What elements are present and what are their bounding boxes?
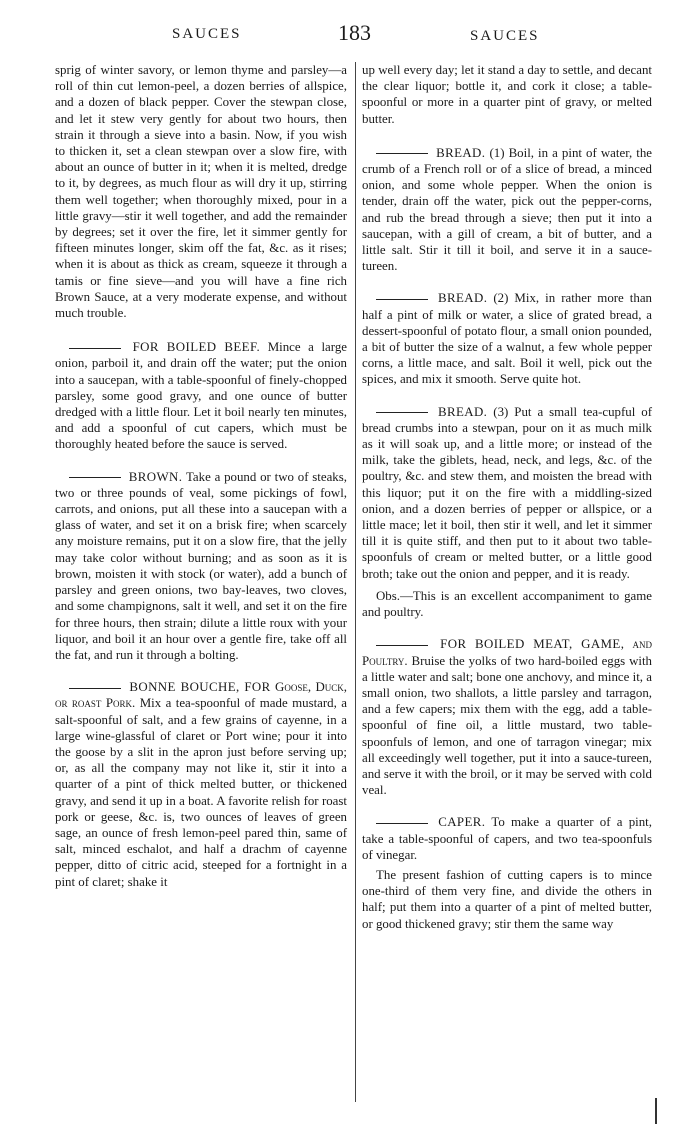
recipe-caper-continued: The present fashion of cutting capers is to mince one-third of them very fine, and divide the others in half; put them into a quarter of a pint of melted butter, or good thickened gravy; stir them the same way	[362, 867, 652, 931]
recipe-heading: BONNE BOUCHE, FOR	[129, 680, 271, 695]
em-rule	[69, 688, 121, 689]
margin-mark	[655, 1098, 657, 1124]
recipe-body: To make a quarter of a pint, take a table-spoonful of capers, and two tea-spoonfuls of vinegar.	[362, 815, 652, 862]
em-rule	[376, 823, 428, 824]
recipe-body: (1) Boil, in a pint of water, the crumb of a French roll or of a slice of bread, a minced onion, and some whole pepper. When the onion is tender, drain off the water, pick out the pepper-corns, and rub the bread through a sieve; then put it into a saucepan, with a gill of cream, a bit of butter, and a little salt. Stir it till it boil, and serve it in a sauce-tureen.	[362, 145, 653, 274]
recipe-caper	[362, 814, 652, 863]
recipe-bonne-bouche	[55, 679, 347, 890]
recipe-heading: FOR BOILED MEAT, GAME,	[440, 637, 625, 652]
em-rule	[376, 645, 428, 646]
recipe-boiled-beef	[55, 339, 347, 452]
recipe-heading: BREAD.	[438, 291, 488, 306]
recipe-body: Mix a tea-spoonful of made mustard, a salt-spoonful of salt, and a few grains of cayenne, in a large wine-glassful of claret or Port wine; pour it into the goose by a slit in the apron just before serving up; or, as all the company may not like it, stir it into a quarter of a pint of thick melted butter, or thickened gravy, and send it up in a boat. A favorite relish for roast pork or geese, &c. is, two ounces of leaves of green sage, an ounce of fresh lemon-peel pared thin, same of salt, minced eschalot, and half a drachm of cayenne pepper, ditto of citric acid, steeped for a fortnight in a pint of claret; shake it	[55, 696, 347, 889]
recipe-heading: BREAD.	[437, 404, 488, 419]
recipe-heading: CAPER.	[438, 815, 486, 830]
recipe-subheading: and Poultry.	[362, 637, 652, 668]
em-rule	[69, 348, 121, 349]
running-head-left: SAUCES	[172, 26, 242, 42]
em-rule	[376, 153, 428, 154]
recipe-body: Mince a large onion, parboil it, and drain off the water; put the onion into a saucepan, with a table-spoonful of finely-chopped parsley, some good gravy, and one ounce of butter dredged with a little flour. Let it boil nearly ten minutes, and add a spoonful of cut capers, which must be thoroughly heated before the sauce is served.	[55, 340, 347, 452]
recipe-body: Bruise the yolks of two hard-boiled eggs with a little water and salt; bone one anchovy, and mince it, a small onion, two shallots, a little parsley and tarragon, and a few capers; mix them with the egg, add a table-spoonful of fine oil, a little mustard, two table-spoonfuls of lemon, and one of tarragon vinegar; mix all exceedingly well together, put it into a sauce-tureen, and serve it with the broil, or it may be served with cold veal.	[362, 653, 652, 798]
continued-paragraph: sprig of winter savory, or lemon thyme and parsley—a roll of thin cut lemon-peel, a dozen berries of allspice, and a dozen of black pepper. Cover the stewpan close, and let it stew very gently for about two hours, then strain it through a sieve into a basin. Now, if you wish to thicken it, set a clean stewpan over a slow fire, with about an ounce of butter in it; when it is melted, dredge to it, by degrees, as much flour as will dry it up, stirring them well together; when thoroughly mixed, pour in a little gravy—stir it well together, and add the remainder by degrees; set it over the fire, let it simmer gently for fifteen minutes longer, skim off the fat, &c. as it rises; when it is about as thick as cream, squeeze it through a tamis or fine sieve—and you will have a fine rich Brown Sauce, at a very moderate expense, and without much trouble.	[55, 63, 347, 321]
recipe-body: (2) Mix, in rather more than half a pint of milk or water, a slice of grated bread, a dessert-spoonful of potato flour, a small onion pounded, a bit of butter the size of a walnut, a few whole pepper corns, a little mace, and salt. Boil it well, pick out the spices, and mix it smooth. Serve quite hot.	[362, 291, 652, 387]
running-head-right: SAUCES	[470, 28, 540, 44]
recipe-heading: BREAD.	[436, 145, 486, 160]
recipe-bread-2	[362, 290, 652, 387]
recipe-brown	[55, 469, 347, 663]
recipe-boiled-meat	[362, 636, 652, 798]
em-rule	[69, 477, 121, 478]
continued-paragraph: up well every day; let it stand a day to settle, and decant the clear liquor; bottle it, and cork it close; a table-spoonful or more in a quarter pint of gravy, or melted butter.	[362, 63, 652, 126]
em-rule	[376, 299, 428, 300]
recipe-subheading: Goose, Duck, or roast Pork.	[55, 680, 347, 711]
observation-note: Obs.—This is an excellent accompaniment to game and poultry.	[362, 588, 652, 620]
recipe-bread-1	[362, 145, 652, 275]
recipe-bread-3	[362, 404, 652, 582]
page-header	[0, 20, 700, 54]
left-column	[55, 62, 347, 906]
recipe-body: (3) Put a small tea-cupful of bread crumbs into a stewpan, pour on it as much milk as it will soak up, and a little more; or instead of the milk, take the giblets, head, neck, and legs, &c. of the poultry, &c. and stew them, and moisten the bread with this liquor; put it on the fire with a middling-sized onion, and a dozen berries of pepper or allspice, or a little mace; let it boil, then stir it well, and let it simmer till it is quite stiff, and then put to it about two table-spoonfuls of cream or melted butter, or a little good broth; take out the onion and pepper, and it is ready.	[362, 404, 652, 581]
recipe-body: Take a pound or two of steaks, two or three pounds of veal, some pickings of fowl, carrots, and onions, put all these into a saucepan with a glass of water, and set it on a brisk fire; when scarcely any moisture remains, put it on a slow fire, that the jelly may take color without burning; and as soon as it is brown, moisten it with stock (or water), add a bunch of parsley and green onions, two bay-leaves, two cloves, and some champignons, salt it well, and set it on the fire for three hours, then strain; dilute a little roux with your liquor, and boil it an hour over a gentle fire, take off all the fat, and run it through a bolting.	[55, 469, 347, 662]
em-rule	[376, 412, 428, 413]
column-divider	[355, 62, 356, 1102]
page-number: 183	[338, 20, 371, 45]
right-column	[362, 62, 652, 948]
recipe-heading: BROWN.	[128, 469, 183, 484]
recipe-heading: FOR BOILED BEEF.	[132, 340, 261, 355]
